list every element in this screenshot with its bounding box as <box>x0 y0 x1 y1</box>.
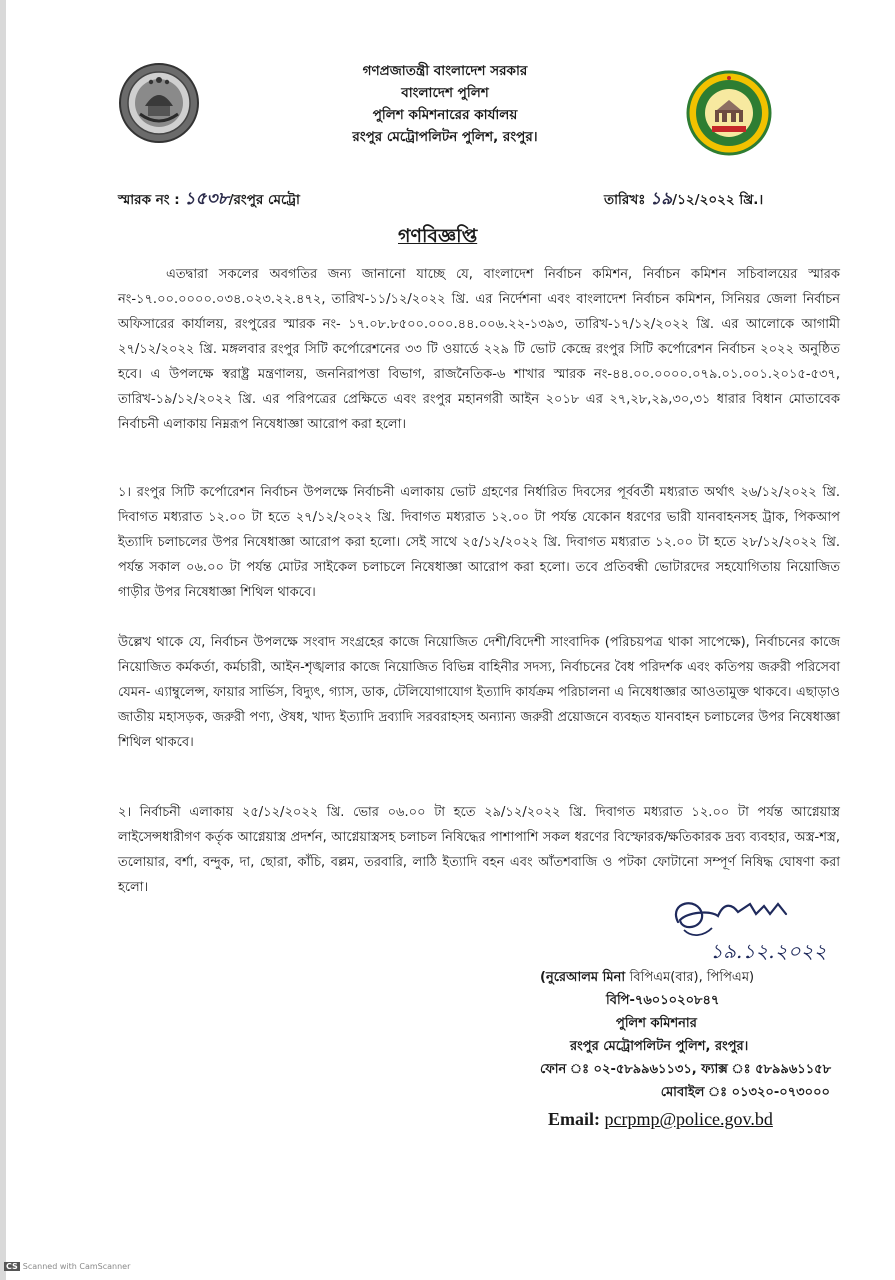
scan-edge <box>0 0 6 1280</box>
camscanner-badge: CS <box>6 1262 18 1271</box>
signatory-bp-number: বিপি-৭৬০১০২০৮৪৭ <box>606 993 720 1008</box>
header-police: বাংলাদেশ পুলিশ <box>401 85 489 101</box>
date-label: তারিখঃ <box>604 192 646 208</box>
paragraph-intro: এতদ্বারা সকলের অবগতির জন্য জানানো যাচ্ছে যে, বাংলাদেশ নির্বাচন কমিশন, নির্বাচন কমিশন সচিবালয়ের স্মারক নং-১৭.০০.০০০০.০৩৪.০২৩.২২.৪৭২, তারিখ-১১/১২/২০২২ খ্রি. এর নির্দেশনা এবং বাংলাদেশ নির্বাচন কমিশন, সিনিয়র জেলা নির্বাচন অফিসারের কার্যালয়, রংপুরের স্মারক নং- ১৭.০৮.৮৫০০.০০০.৪৪.০০৬.২২-১৩৯৩, তারিখ-১৭/১২/২০২২ খ্রি. এর আলোকে আগামী ২৭/১২/২০২২ খ্রি. মঙ্গলবার রংপুর সিটি কর্পোরেশনের ৩৩ টি ওয়ার্ডে ২২৯ টি ভোট কেন্দ্রে রংপুর সিটি কর্পোরেশন নির্বাচন ২০২২ অনুষ্ঠিত হবে। এ উপলক্ষে স্বরাষ্ট্র মন্ত্রণালয়, জননিরাপত্তা বিভাগ, রাজনৈতিক-৬ শাখার স্মারক নং-৪৪.০০.০০০০.০৭৯.০১.০০১.২০১৫-৫৩৭, তারিখ-১৯/১২/২০২২ খ্রি. এর পরিপত্রের প্রেক্ষিতে এবং রংপুর মহানগরী আইন ২০১৮ এর ২৭,২৮,২৯,৩০,৩১ ধারার বিধান মোতাবেক নির্বাচনী এলাকায় নিম্নরূপ নিষেধাজ্ঞা আরোপ করা হলো। <box>118 267 840 432</box>
letterhead <box>300 60 590 148</box>
paragraph-restriction-weapons: ২। নির্বাচনী এলাকায় ২৫/১২/২০২২ খ্রি. ভোর ০৬.০০ টা হতে ২৯/১২/২০২২ খ্রি. দিবাগত মধ্যরাত ১২.০০ টা পর্যন্ত আগ্নেয়াস্ত্র লাইসেন্সধারীগণ কর্তৃক আগ্নেয়াস্ত্র প্রদর্শন, আগ্নেয়াস্ত্রসহ চলাচল নিষিদ্ধের পাশাপাশি সকল ধরণের বিস্ফোরক/ক্ষতিকারক দ্রব্য ব্যবহার, অস্ত্র-শস্ত্র, তলোয়ার, বর্শা, বন্দুক, দা, ছোরা, কাঁচি, বল্লম, তরবারি, লাঠি ইত্যাদি বহন এবং আঁতশবাজি ও পটকা ফোটানো সম্পূর্ণ নিষিদ্ধ ঘোষণা করা হলো। <box>118 805 840 895</box>
signatory-email-line <box>540 1108 830 1131</box>
scanner-watermark <box>4 1262 130 1271</box>
memo-suffix: /রংপুর মেট্রো <box>228 192 300 208</box>
email-link[interactable]: pcrpmp@police.gov.bd <box>604 1109 773 1129</box>
signatory-name-line <box>540 966 830 989</box>
memo-handwritten-number: ১৫৩৮ <box>184 189 229 209</box>
camscanner-text: Scanned with CamScanner <box>22 1262 131 1271</box>
bangladesh-police-emblem-icon <box>118 62 200 144</box>
signatory-name: (নুরেআলম মিনা <box>540 970 626 985</box>
date-rest: /১২/২০২২ খ্রি.। <box>672 192 764 208</box>
paragraph-restriction-vehicles: ১। রংপুর সিটি কর্পোরেশন নির্বাচন উপলক্ষে নির্বাচনী এলাকায় ভোট গ্রহণের নির্ধারিত দিবসের পূর্ববর্তী মধ্যরাত অর্থাৎ ২৬/১২/২০২২ খ্রি. দিবাগত মধ্যরাত ১২.০০ টা হতে ২৭/১২/২০২২ খ্রি. দিবাগত মধ্যরাত ১২.০০ টা পর্যন্ত যেকোন ধরণের ভারী যানবাহনসহ ট্রাক, পিকআপ ইত্যাদি চলাচলের উপর নিষেধাজ্ঞা আরোপ করা হলো। সেই সাথে ২৫/১২/২০২২ খ্রি. দিবাগত মধ্যরাত ১২.০০ টা হতে ২৮/১২/২০২২ খ্রি. পর্যন্ত সকাল ০৬.০০ টা পর্যন্ত মোটর সাইকেল চলাচলে নিষেধাজ্ঞা আরোপ করা হলো। তবে প্রতিবন্ধী ভোটারদের সহযোগিতায় নিয়োজিত গাড়ীর উপর নিষেধাজ্ঞা শিথিল থাকবে। <box>118 485 840 600</box>
memo-number <box>118 186 300 214</box>
issue-date <box>604 186 763 214</box>
signatory-phone-fax: ফোন ঃ ০২-৫৮৯৯৬১১৩১, ফ্যাক্স ঃ ৫৮৯৯৬১১৫৮ <box>540 1062 832 1077</box>
date-handwritten-day: ১৯ <box>650 189 673 209</box>
notice-title: গণবিজ্ঞপ্তি <box>398 225 478 247</box>
signatory-mobile: মোবাইল ঃ ০১৩২০-০৭৩০০০ <box>660 1085 830 1100</box>
email-label: Email: <box>548 1109 600 1129</box>
handwritten-signature <box>658 892 848 970</box>
header-government: গণপ্রজাতন্ত্রী বাংলাদেশ সরকার <box>362 63 528 79</box>
rangpur-metropolitan-police-emblem-icon <box>686 70 772 156</box>
signatory-office: রংপুর মেট্রোপলিটন পুলিশ, রংপুর। <box>570 1039 749 1054</box>
memo-label: স্মারক নং : <box>118 192 180 208</box>
signatory-block <box>540 966 830 1131</box>
header-office: পুলিশ কমিশনারের কার্যালয় <box>372 107 518 123</box>
signature-date: ১৯.১২.২০২২ <box>710 939 827 963</box>
header-metro: রংপুর মেট্রোপলিটন পুলিশ, রংপুর। <box>352 129 538 145</box>
signatory-designation: পুলিশ কমিশনার <box>616 1016 697 1031</box>
paragraph-exemptions: উল্লেখ থাকে যে, নির্বাচন উপলক্ষে সংবাদ সংগ্রহের কাজে নিয়োজিত দেশী/বিদেশী সাংবাদিক (পরিচয়পত্র থাকা সাপেক্ষে), নির্বাচনের কাজে নিয়োজিত কর্মকর্তা, কর্মচারী, আইন-শৃঙ্খলার কাজে নিয়োজিত বিভিন্ন বাহিনীর সদস্য, নির্বাচনের বৈধ পরিদর্শক এবং কতিপয় জরুরী পরিসেবা যেমন- এ্যাম্বুলেন্স, ফায়ার সার্ভিস, বিদ্যুৎ, গ্যাস, ডাক, টেলিযোগাযোগ ইত্যাদি কার্যক্রম পরিচালনা এ নিষেধাজ্ঞার আওতামুক্ত থাকবে। এছাড়াও জাতীয় মহাসড়ক, জরুরী পণ্য, ঔষধ, খাদ্য ইত্যাদি দ্রব্যাদি সরবরাহসহ অন্যান্য জরুরী প্রয়োজনে ব্যবহৃত যানবাহন চলাচলের উপর নিষেধাজ্ঞা শিথিল থাকবে। <box>118 635 840 750</box>
signatory-decorations: বিপিএম(বার), পিপিএম) <box>629 970 755 985</box>
